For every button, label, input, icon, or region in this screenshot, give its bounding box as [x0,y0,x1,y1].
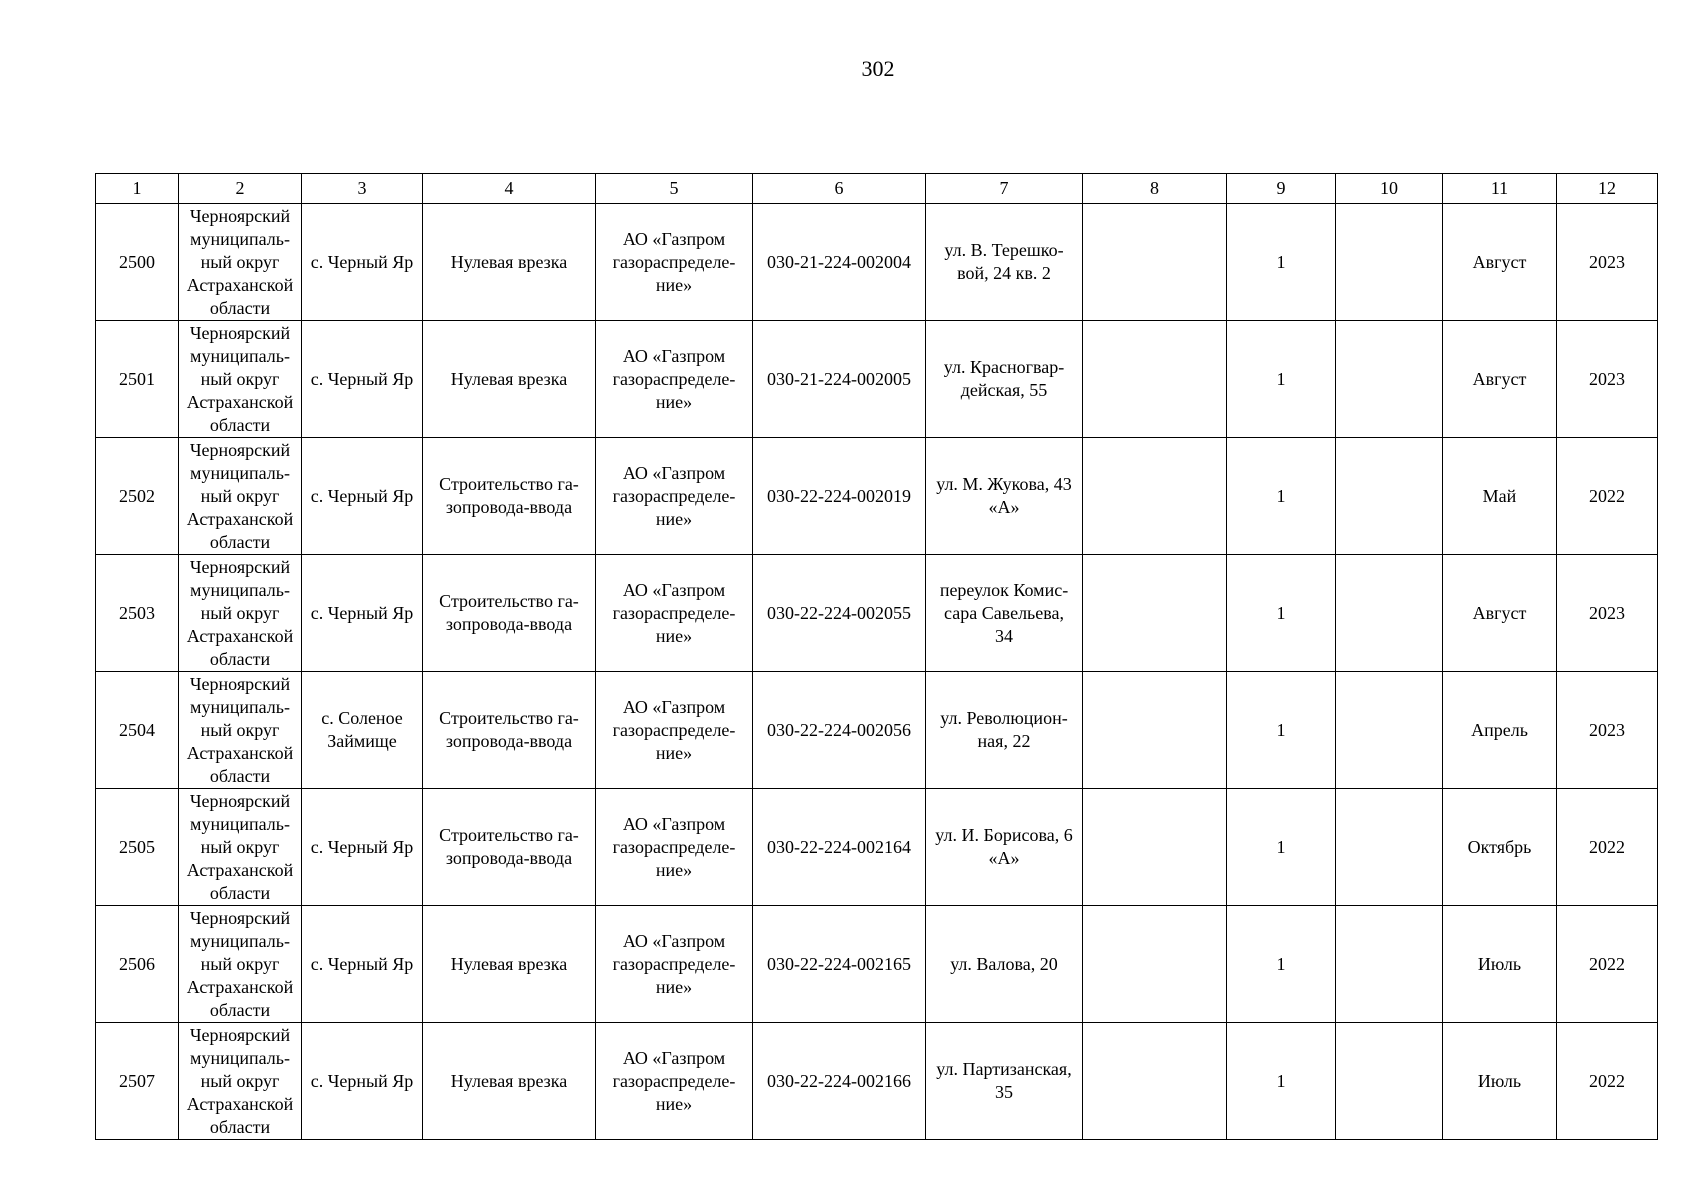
table-row [96,789,1658,906]
work-type-cell [423,321,596,438]
work-type-cell [423,1023,596,1140]
column-header-12: 12 [1557,174,1658,204]
quantity-cell [1227,1023,1336,1140]
month-text: Август [1472,602,1527,623]
column-10-cell [1336,906,1443,1023]
column-8-cell [1083,906,1227,1023]
settlement-text: с. Черный Яр [310,602,414,623]
registry-number-text: 030-21-224-002004 [767,251,911,272]
registry-number-cell [753,789,926,906]
settlement-cell [302,438,423,555]
address-cell [926,672,1083,789]
registry-number-text: 030-22-224-002164 [767,836,911,857]
work-type-cell [423,204,596,321]
column-10-cell [1336,438,1443,555]
year-text: 2023 [1589,251,1625,272]
settlement-cell [302,789,423,906]
quantity-cell [1227,672,1336,789]
year-text: 2023 [1589,368,1625,389]
organization-cell [596,1023,753,1140]
row-number-cell [96,204,179,321]
column-header-7: 7 [926,174,1083,204]
month-text: Май [1482,485,1517,506]
month-cell [1443,906,1557,1023]
year-cell [1557,204,1658,321]
municipality-cell [179,204,302,321]
quantity-cell [1227,321,1336,438]
page-number: 302 [861,56,895,81]
row-number-text: 2500 [119,251,155,272]
settlement-cell [302,906,423,1023]
column-header-10: 10 [1336,174,1443,204]
column-header-11: 11 [1443,174,1557,204]
quantity-cell [1227,204,1336,321]
year-cell [1557,789,1658,906]
registry-number-cell [753,321,926,438]
column-header-8: 8 [1083,174,1227,204]
row-number-cell [96,906,179,1023]
year-cell [1557,555,1658,672]
work-type-cell [423,672,596,789]
organization-cell [596,204,753,321]
settlement-cell [302,204,423,321]
column-8-cell [1083,1023,1227,1140]
municipality-text: Черноярский муниципаль- ный округ Астраханской области [186,322,294,435]
municipality-cell [179,1023,302,1140]
quantity-text: 1 [1276,485,1286,506]
settlement-text: с. Черный Яр [310,485,414,506]
month-cell [1443,672,1557,789]
column-header-4: 4 [423,174,596,204]
address-cell [926,1023,1083,1140]
work-type-text: Нулевая врезка [450,1070,568,1091]
municipality-cell [179,789,302,906]
month-text: Август [1472,251,1527,272]
registry-number-cell [753,1023,926,1140]
row-number-cell [96,555,179,672]
registry-number-cell [753,555,926,672]
work-type-text: Нулевая врезка [450,953,568,974]
organization-cell [596,438,753,555]
year-cell [1557,438,1658,555]
settlement-text: с. Соленое Займище [321,708,403,751]
municipality-cell [179,438,302,555]
column-header-5: 5 [596,174,753,204]
settlement-cell [302,555,423,672]
organization-text: АО «Газпром газораспределе- ние» [612,696,736,763]
address-text: ул. И. Борисова, 6 «А» [935,825,1073,868]
row-number-text: 2505 [119,836,155,857]
column-header-6: 6 [753,174,926,204]
year-text: 2023 [1589,719,1625,740]
work-type-text: Строительство га- зопровода-ввода [439,708,579,751]
column-header-3: 3 [302,174,423,204]
settlement-cell [302,321,423,438]
column-8-cell [1083,204,1227,321]
address-cell [926,204,1083,321]
month-cell [1443,789,1557,906]
registry-number-text: 030-22-224-002166 [767,1070,911,1091]
organization-text: АО «Газпром газораспределе- ние» [612,1047,736,1114]
quantity-text: 1 [1276,719,1286,740]
column-8-cell [1083,789,1227,906]
quantity-cell [1227,906,1336,1023]
work-type-text: Строительство га- зопровода-ввода [439,591,579,634]
settlement-text: с. Черный Яр [310,1070,414,1091]
month-cell [1443,438,1557,555]
quantity-text: 1 [1276,368,1286,389]
registry-number-text: 030-22-224-002165 [767,953,911,974]
municipality-text: Черноярский муниципаль- ный округ Астраханской области [186,907,294,1020]
year-text: 2023 [1589,602,1625,623]
month-text: Август [1472,368,1527,389]
settlement-text: с. Черный Яр [310,836,414,857]
month-text: Апрель [1471,719,1528,740]
row-number-text: 2504 [119,719,155,740]
work-type-cell [423,555,596,672]
registry-number-text: 030-21-224-002005 [767,368,911,389]
column-header-9: 9 [1227,174,1336,204]
work-type-text: Строительство га- зопровода-ввода [439,825,579,868]
month-text: Июль [1477,1070,1522,1091]
registry-number-cell [753,672,926,789]
table-row [96,555,1658,672]
municipality-text: Черноярский муниципаль- ный округ Астраханской области [186,205,294,318]
municipality-text: Черноярский муниципаль- ный округ Астраханской области [186,673,294,786]
quantity-text: 1 [1276,1070,1286,1091]
quantity-text: 1 [1276,251,1286,272]
organization-text: АО «Газпром газораспределе- ние» [612,345,736,412]
address-cell [926,321,1083,438]
address-cell [926,906,1083,1023]
column-10-cell [1336,789,1443,906]
column-header-1: 1 [96,174,179,204]
municipality-text: Черноярский муниципаль- ный округ Астраханской области [186,790,294,903]
settlement-text: с. Черный Яр [310,251,414,272]
column-10-cell [1336,1023,1443,1140]
row-number-cell [96,1023,179,1140]
month-cell [1443,204,1557,321]
row-number-cell [96,321,179,438]
organization-cell [596,672,753,789]
year-text: 2022 [1589,485,1625,506]
year-cell [1557,1023,1658,1140]
municipality-cell [179,672,302,789]
registry-number-cell [753,438,926,555]
municipality-cell [179,906,302,1023]
address-cell [926,555,1083,672]
quantity-text: 1 [1276,953,1286,974]
row-number-cell [96,438,179,555]
row-number-text: 2502 [119,485,155,506]
municipality-text: Черноярский муниципаль- ный округ Астраханской области [186,1024,294,1137]
work-type-text: Строительство га- зопровода-ввода [439,474,579,517]
address-text: ул. М. Жукова, 43 «А» [936,474,1072,517]
table-row [96,321,1658,438]
address-text: ул. Валова, 20 [950,953,1058,974]
table-row [96,906,1658,1023]
work-type-cell [423,789,596,906]
table-row [96,438,1658,555]
month-cell [1443,1023,1557,1140]
column-header-2: 2 [179,174,302,204]
month-cell [1443,555,1557,672]
address-cell [926,789,1083,906]
registry-number-text: 030-22-224-002056 [767,719,911,740]
year-cell [1557,672,1658,789]
organization-cell [596,555,753,672]
row-number-cell [96,672,179,789]
year-cell [1557,906,1658,1023]
work-type-text: Нулевая врезка [450,251,568,272]
municipality-cell [179,555,302,672]
organization-cell [596,321,753,438]
registry-number-text: 030-22-224-002055 [767,602,911,623]
registry-number-cell [753,906,926,1023]
quantity-text: 1 [1276,836,1286,857]
quantity-text: 1 [1276,602,1286,623]
organization-cell [596,789,753,906]
year-cell [1557,321,1658,438]
column-10-cell [1336,672,1443,789]
year-text: 2022 [1589,836,1625,857]
column-8-cell [1083,321,1227,438]
address-text: ул. В. Терешко- вой, 24 кв. 2 [944,240,1064,283]
organization-text: АО «Газпром газораспределе- ние» [612,930,736,997]
quantity-cell [1227,789,1336,906]
table-row [96,204,1658,321]
municipality-text: Черноярский муниципаль- ный округ Астраханской области [186,439,294,552]
organization-text: АО «Газпром газораспределе- ние» [612,228,736,295]
municipality-text: Черноярский муниципаль- ный округ Астраханской области [186,556,294,669]
year-text: 2022 [1589,1070,1625,1091]
column-8-cell [1083,672,1227,789]
settlement-text: с. Черный Яр [310,953,414,974]
column-10-cell [1336,555,1443,672]
column-10-cell [1336,204,1443,321]
settlement-cell [302,672,423,789]
settlement-cell [302,1023,423,1140]
register-table [95,173,1658,1140]
address-text: переулок Комис- сара Савельева, 34 [939,579,1069,646]
header-row [96,174,1658,204]
column-8-cell [1083,438,1227,555]
address-text: ул. Красногвар- дейская, 55 [943,357,1065,400]
column-10-cell [1336,321,1443,438]
settlement-text: с. Черный Яр [310,368,414,389]
year-text: 2022 [1589,953,1625,974]
quantity-cell [1227,555,1336,672]
address-text: ул. Революцион- ная, 22 [940,708,1068,751]
month-text: Октябрь [1467,836,1532,857]
table-row [96,672,1658,789]
organization-text: АО «Газпром газораспределе- ние» [612,579,736,646]
table-row [96,1023,1658,1140]
row-number-text: 2501 [119,368,155,389]
work-type-cell [423,906,596,1023]
organization-text: АО «Газпром газораспределе- ние» [612,462,736,529]
organization-cell [596,906,753,1023]
municipality-cell [179,321,302,438]
registry-number-cell [753,204,926,321]
row-number-text: 2506 [119,953,155,974]
row-number-cell [96,789,179,906]
month-text: Июль [1477,953,1522,974]
address-text: ул. Партизанская, 35 [936,1059,1072,1102]
quantity-cell [1227,438,1336,555]
organization-text: АО «Газпром газораспределе- ние» [612,813,736,880]
table-body [96,204,1658,1140]
column-8-cell [1083,555,1227,672]
row-number-text: 2507 [119,1070,155,1091]
work-type-cell [423,438,596,555]
work-type-text: Нулевая врезка [450,368,568,389]
month-cell [1443,321,1557,438]
row-number-text: 2503 [119,602,155,623]
address-cell [926,438,1083,555]
registry-number-text: 030-22-224-002019 [767,485,911,506]
